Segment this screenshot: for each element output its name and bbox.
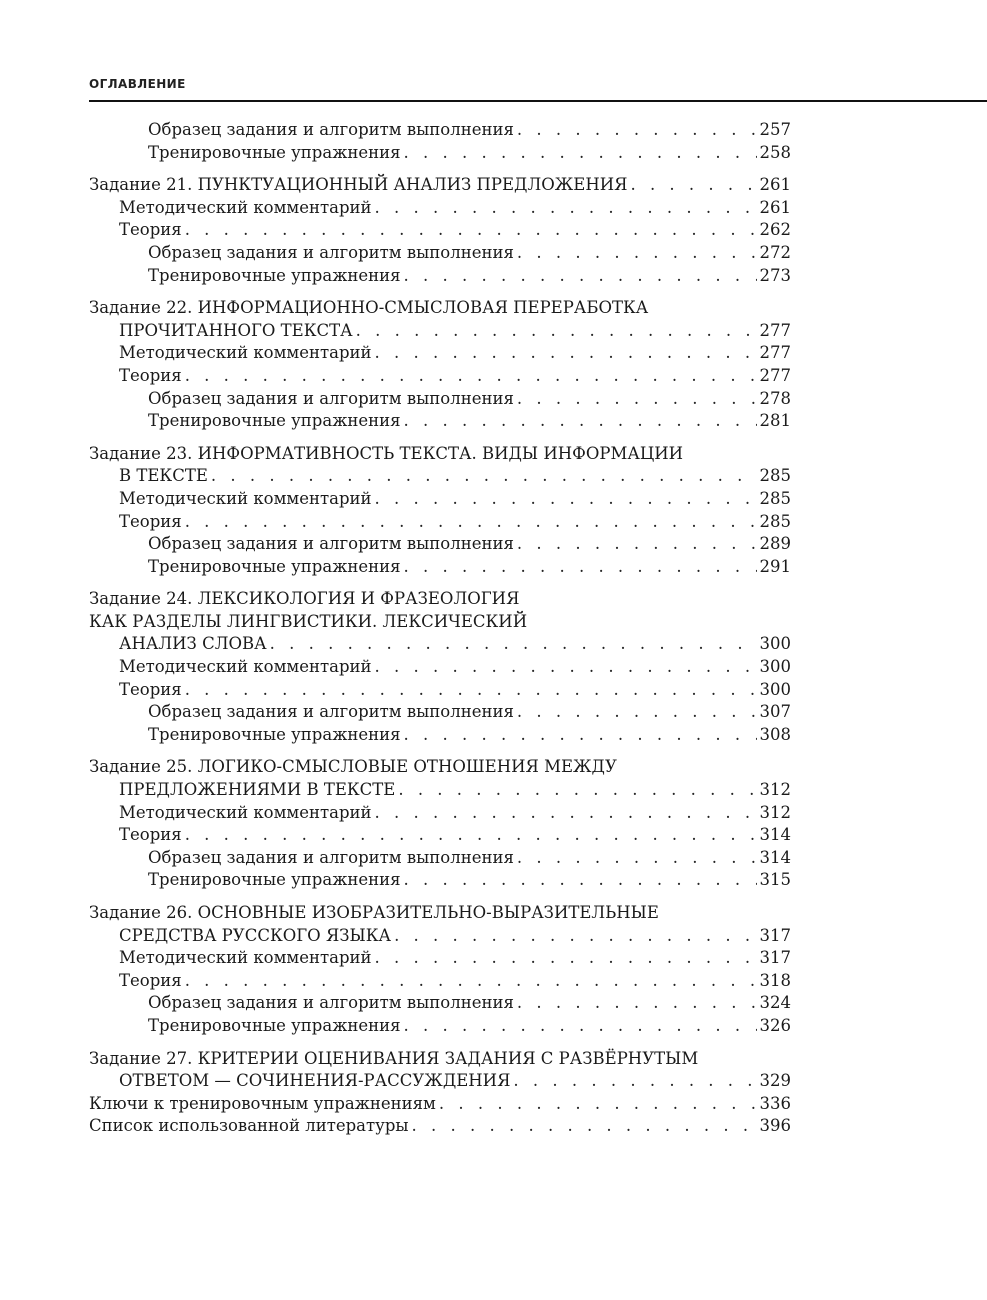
dot-leader: [404, 1015, 757, 1038]
dot-leader: [630, 174, 756, 197]
dot-leader: [404, 410, 757, 433]
toc-entry[interactable]: [89, 142, 791, 165]
toc-entry[interactable]: [89, 902, 791, 947]
toc-entry-page-number: 312: [759, 802, 791, 822]
toc-entry[interactable]: [89, 443, 791, 488]
toc-entry[interactable]: [89, 342, 791, 365]
dot-leader: [185, 511, 757, 534]
dot-leader: [211, 465, 757, 488]
toc-entry-title: Теория: [119, 511, 182, 531]
toc-entry-page-number: 281: [759, 411, 791, 431]
toc-entry[interactable]: [89, 174, 791, 197]
toc-group: [89, 756, 791, 892]
toc-group: [89, 902, 791, 1038]
toc-entry-page-number: 261: [759, 175, 791, 195]
toc-entry-title: Тренировочные упражнения: [148, 411, 401, 431]
toc-entry[interactable]: [89, 265, 791, 288]
toc-entry-title: Методический комментарий: [119, 948, 372, 968]
toc-entry[interactable]: [89, 847, 791, 870]
toc-entry-title: Ключи к тренировочным упражнениям: [89, 1093, 436, 1113]
toc-entry-page-number: 272: [759, 242, 791, 262]
toc-entry-title: СРЕДСТВА РУССКОГО ЯЗЫКА: [119, 925, 392, 945]
dot-leader: [517, 533, 757, 556]
table-of-contents: [89, 119, 791, 1138]
toc-entry[interactable]: [89, 488, 791, 511]
toc-entry[interactable]: [89, 365, 791, 388]
toc-entry-title: Тренировочные упражнения: [148, 870, 401, 890]
toc-entry[interactable]: [89, 679, 791, 702]
dot-leader: [517, 992, 757, 1015]
toc-entry-page-number: 314: [759, 825, 791, 845]
toc-entry[interactable]: [89, 511, 791, 534]
dot-leader: [394, 925, 756, 948]
toc-entry-title: Тренировочные упражнения: [148, 265, 401, 285]
toc-entry-title: Тренировочные упражнения: [148, 724, 401, 744]
toc-entry[interactable]: [89, 388, 791, 411]
dot-leader: [185, 365, 757, 388]
toc-entry-page-number: 307: [759, 702, 791, 722]
toc-entry-title: Образец задания и алгоритм выполнения: [148, 847, 514, 867]
header-rule: [89, 100, 987, 102]
toc-entry-page-number: 312: [759, 780, 791, 800]
toc-entry-title: Методический комментарий: [119, 657, 372, 677]
toc-entry[interactable]: [89, 656, 791, 679]
toc-entry[interactable]: [89, 119, 791, 142]
toc-entry-page-number: 329: [759, 1071, 791, 1091]
dot-leader: [356, 320, 757, 343]
toc-entry[interactable]: [89, 802, 791, 825]
dot-leader: [517, 242, 757, 265]
toc-entry-page-number: 317: [759, 925, 791, 945]
toc-entry-page-number: 336: [759, 1093, 791, 1113]
toc-entry-title-line: Задание 24. ЛЕКСИКОЛОГИЯ И ФРАЗЕОЛОГИЯ: [89, 589, 520, 609]
toc-entry-page-number: 291: [759, 556, 791, 576]
toc-entry-page-number: 277: [759, 365, 791, 385]
dot-leader: [439, 1093, 757, 1116]
toc-entry-title: Теория: [119, 365, 182, 385]
dot-leader: [375, 488, 757, 511]
toc-entry-title-line: Задание 27. КРИТЕРИИ ОЦЕНИВАНИЯ ЗАДАНИЯ С РАЗВЁРНУТЫМ: [89, 1048, 699, 1068]
toc-entry-title-line: Задание 22. ИНФОРМАЦИОННО-СМЫСЛОВАЯ ПЕРЕРАБОТКА: [89, 298, 649, 318]
toc-entry[interactable]: [89, 756, 791, 801]
toc-entry-title: Образец задания и алгоритм выполнения: [148, 242, 514, 262]
dot-leader: [375, 197, 757, 220]
toc-entry-title: Образец задания и алгоритм выполнения: [148, 702, 514, 722]
toc-entry-title: Методический комментарий: [119, 488, 372, 508]
toc-entry-page-number: 324: [759, 993, 791, 1013]
toc-entry-page-number: 257: [759, 120, 791, 139]
toc-group: [89, 174, 791, 287]
dot-leader: [513, 1070, 756, 1093]
toc-entry-title: ПРОЧИТАННОГО ТЕКСТА: [119, 320, 353, 340]
toc-entry-title: ОТВЕТОМ — СОЧИНЕНИЯ-РАССУЖДЕНИЯ: [119, 1071, 511, 1091]
toc-entry-page-number: 318: [759, 970, 791, 990]
toc-entry[interactable]: [89, 588, 791, 656]
toc-entry[interactable]: [89, 1048, 791, 1093]
toc-entry-page-number: 285: [759, 511, 791, 531]
toc-entry-page-number: 277: [759, 320, 791, 340]
toc-entry-title: Тренировочные упражнения: [148, 556, 401, 576]
toc-entry[interactable]: [89, 1115, 791, 1138]
toc-entry[interactable]: [89, 1015, 791, 1038]
toc-entry-title-line: Задание 25. ЛОГИКО-СМЫСЛОВЫЕ ОТНОШЕНИЯ МЕЖДУ: [89, 757, 617, 777]
dot-leader: [375, 947, 757, 970]
toc-entry-title: Образец задания и алгоритм выполнения: [148, 388, 514, 408]
toc-entry-page-number: 261: [759, 197, 791, 217]
toc-entry[interactable]: [89, 824, 791, 847]
toc-entry-title: Теория: [119, 679, 182, 699]
toc-group: [89, 443, 791, 579]
toc-entry-page-number: 262: [759, 220, 791, 240]
toc-entry-title: Список использованной литературы: [89, 1116, 409, 1136]
toc-entry-title: Образец задания и алгоритм выполнения: [148, 993, 514, 1013]
toc-entry-page-number: 300: [759, 657, 791, 677]
toc-entry[interactable]: [89, 701, 791, 724]
toc-group: [89, 1048, 791, 1138]
toc-entry-title: Тренировочные упражнения: [148, 142, 401, 162]
toc-entry[interactable]: [89, 556, 791, 579]
toc-entry-page-number: 278: [759, 388, 791, 408]
toc-entry-page-number: 273: [759, 265, 791, 285]
toc-entry[interactable]: [89, 970, 791, 993]
dot-leader: [185, 219, 757, 242]
toc-entry-page-number: 315: [759, 870, 791, 890]
toc-entry[interactable]: [89, 197, 791, 220]
dot-leader: [404, 724, 757, 747]
dot-leader: [185, 824, 757, 847]
toc-entry[interactable]: [89, 992, 791, 1015]
dot-leader: [517, 701, 757, 724]
toc-entry-page-number: 277: [759, 343, 791, 363]
toc-entry-page-number: 300: [759, 679, 791, 699]
toc-entry-title-line: Задание 23. ИНФОРМАТИВНОСТЬ ТЕКСТА. ВИДЫ ИНФОРМАЦИИ: [89, 443, 684, 463]
dot-leader: [517, 119, 757, 142]
toc-group: [89, 588, 791, 746]
dot-leader: [404, 869, 757, 892]
toc-entry-page-number: 314: [759, 847, 791, 867]
toc-entry-title: Тренировочные упражнения: [148, 1015, 401, 1035]
toc-entry[interactable]: [89, 242, 791, 265]
toc-entry-page-number: 258: [759, 142, 791, 162]
dot-leader: [404, 556, 757, 579]
dot-leader: [517, 847, 757, 870]
toc-entry-title: Образец задания и алгоритм выполнения: [148, 534, 514, 554]
dot-leader: [375, 802, 757, 825]
toc-entry-title: ПРЕДЛОЖЕНИЯМИ В ТЕКСТЕ: [119, 780, 396, 800]
dot-leader: [375, 342, 757, 365]
dot-leader: [404, 142, 757, 165]
toc-entry[interactable]: [89, 410, 791, 433]
toc-entry-title: Теория: [119, 825, 182, 845]
toc-entry-page-number: 300: [759, 634, 791, 654]
dot-leader: [412, 1115, 757, 1138]
dot-leader: [375, 656, 757, 679]
toc-entry-title: Методический комментарий: [119, 343, 372, 363]
toc-group: [89, 297, 791, 433]
toc-entry[interactable]: [89, 1093, 791, 1116]
toc-entry-title: Задание 21. ПУНКТУАЦИОННЫЙ АНАЛИЗ ПРЕДЛОЖЕНИЯ: [89, 175, 628, 195]
toc-entry-title: Образец задания и алгоритм выполнения: [148, 120, 514, 139]
dot-leader: [404, 265, 757, 288]
dot-leader: [185, 970, 757, 993]
toc-entry[interactable]: [89, 533, 791, 556]
toc-entry-page-number: 317: [759, 948, 791, 968]
toc-entry-page-number: 308: [759, 724, 791, 744]
toc-entry-title: Методический комментарий: [119, 802, 372, 822]
toc-entry-title: АНАЛИЗ СЛОВА: [119, 634, 267, 654]
toc-entry-title-line: КАК РАЗДЕЛЫ ЛИНГВИСТИКИ. ЛЕКСИЧЕСКИЙ: [89, 611, 528, 631]
toc-entry-page-number: 326: [759, 1015, 791, 1035]
toc-entry[interactable]: [89, 724, 791, 747]
toc-entry-title: Теория: [119, 220, 182, 240]
dot-leader: [398, 779, 756, 802]
toc-entry[interactable]: [89, 947, 791, 970]
toc-entry-title: Методический комментарий: [119, 197, 372, 217]
toc-entry-page-number: 285: [759, 466, 791, 486]
toc-entry-title: В ТЕКСТЕ: [119, 466, 208, 486]
toc-entry-title-line: Задание 26. ОСНОВНЫЕ ИЗОБРАЗИТЕЛЬНО-ВЫРАЗИТЕЛЬНЫЕ: [89, 903, 659, 922]
dot-leader: [270, 633, 757, 656]
toc-entry-title: Теория: [119, 970, 182, 990]
toc-entry-page-number: 285: [759, 488, 791, 508]
toc-entry[interactable]: [89, 869, 791, 892]
toc-entry-page-number: 289: [759, 534, 791, 554]
running-head: ОГЛАВЛЕНИЕ: [89, 77, 186, 91]
toc-entry[interactable]: [89, 297, 791, 342]
dot-leader: [185, 679, 757, 702]
toc-group: [89, 119, 791, 164]
dot-leader: [517, 388, 757, 411]
toc-entry[interactable]: [89, 219, 791, 242]
toc-entry-page-number: 396: [759, 1116, 791, 1136]
